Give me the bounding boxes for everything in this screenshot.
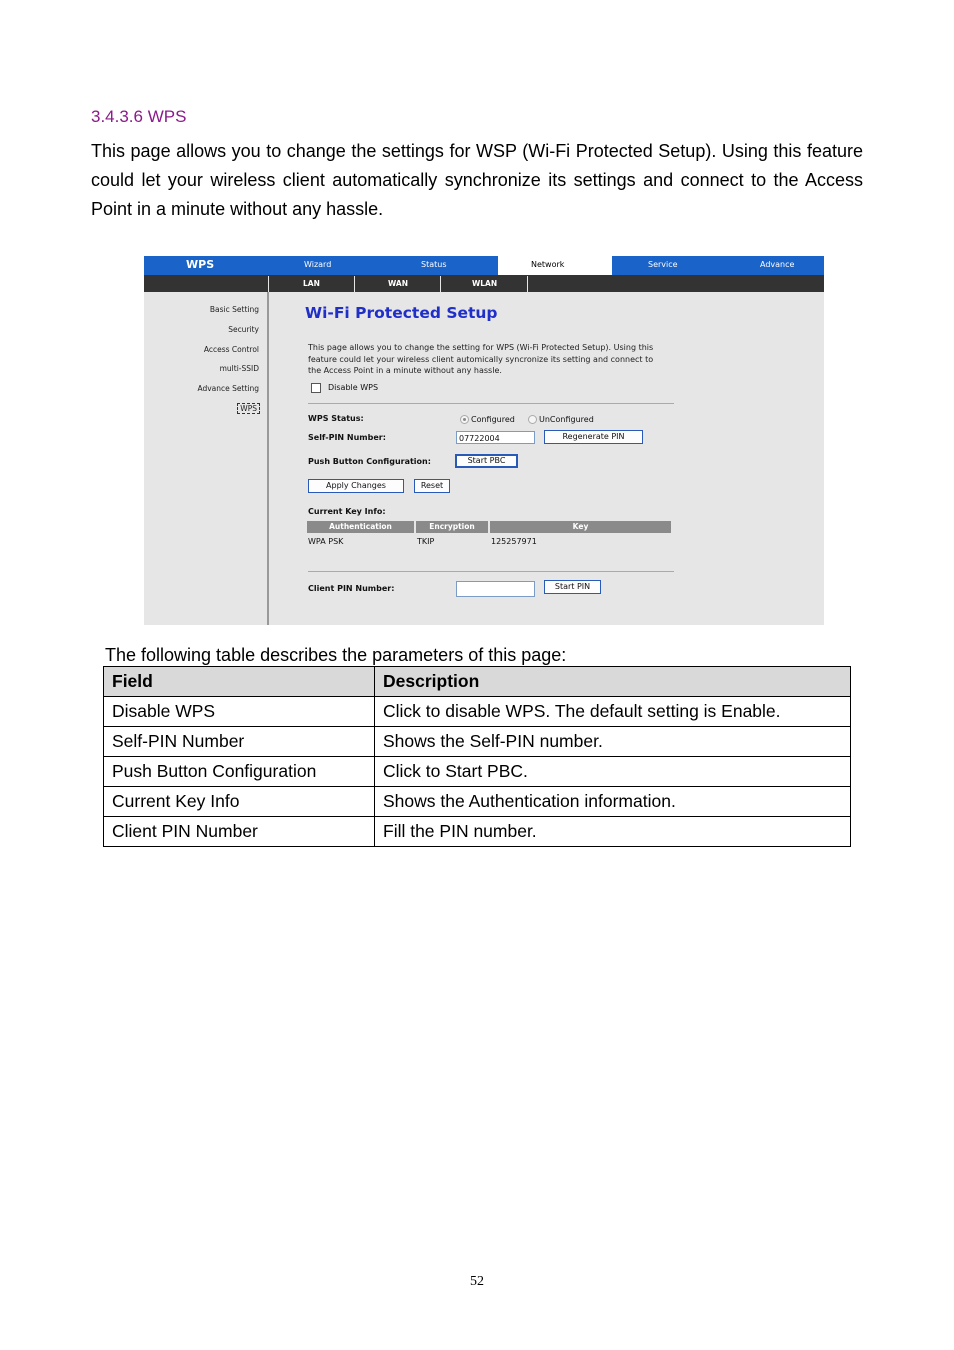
description-cell: Click to Start PBC. (375, 757, 851, 787)
page-title: Wi-Fi Protected Setup (305, 304, 498, 322)
client-pin-label: Client PIN Number: (308, 584, 395, 593)
menu-basic-setting[interactable]: Basic Setting (209, 305, 259, 314)
self-pin-field[interactable]: 07722004 (456, 431, 535, 444)
description-cell: Shows the Self-PIN number. (375, 727, 851, 757)
tab-service[interactable]: Service (648, 260, 678, 269)
divider (308, 403, 674, 404)
table-row (104, 757, 851, 787)
field-cell: Push Button Configuration (104, 757, 375, 787)
sub-nav-bar (144, 275, 824, 292)
menu-wps[interactable]: WPS (237, 403, 260, 414)
unconfigured-radio[interactable] (528, 415, 537, 424)
sub-divider (268, 276, 269, 292)
intro-paragraph: This page allows you to change the settings for WSP (Wi-Fi Protected Setup). Using this feature could let your wireless client automatically synchronize its settings and connect to the Access Point in a minute without any hassle. (91, 141, 863, 219)
apply-changes-button[interactable]: Apply Changes (308, 479, 404, 493)
key-col-encryption: Encryption (416, 521, 488, 533)
table-caption: The following table describes the parameters of this page: (105, 645, 567, 665)
key-col-key: Key (490, 521, 671, 533)
key-auth-value: WPA PSK (308, 537, 344, 546)
configured-radio[interactable] (460, 415, 469, 424)
menu-advance-setting[interactable]: Advance Setting (197, 384, 259, 393)
sub-divider (354, 276, 355, 292)
sub-divider (527, 276, 528, 292)
table-row (104, 697, 851, 727)
subtab-wlan[interactable]: WLAN (472, 279, 498, 288)
disable-wps-label: Disable WPS (328, 383, 379, 392)
start-pbc-button[interactable]: Start PBC (455, 454, 518, 468)
configured-label: Configured (471, 415, 515, 424)
description-cell: Shows the Authentication information. (375, 787, 851, 817)
description-cell: Fill the PIN number. (375, 817, 851, 847)
menu-access-control[interactable]: Access Control (203, 345, 259, 354)
divider (308, 571, 674, 572)
field-cell: Disable WPS (104, 697, 375, 727)
table-row (104, 787, 851, 817)
key-col-authentication: Authentication (307, 521, 414, 533)
field-cell: Current Key Info (104, 787, 375, 817)
top-nav-bar (144, 256, 824, 275)
section-heading: 3.4.3.6 WPS (91, 107, 187, 126)
description-cell: Click to disable WPS. The default setting is Enable. (375, 697, 851, 727)
reset-button[interactable]: Reset (414, 479, 450, 493)
key-enc-value: TKIP (417, 537, 435, 546)
subtab-wan[interactable]: WAN (388, 279, 409, 288)
pbc-label: Push Button Configuration: (308, 457, 431, 466)
self-pin-label: Self-PIN Number: (308, 433, 386, 442)
wps-status-label: WPS Status: (308, 414, 364, 423)
menu-multi-ssid[interactable]: multi-SSID (219, 364, 259, 373)
table-row (104, 817, 851, 847)
column-header: Description (375, 667, 851, 697)
subtab-lan[interactable]: LAN (303, 279, 320, 288)
tab-advance[interactable]: Advance (760, 260, 795, 269)
brand-label: WPS (186, 258, 215, 271)
tab-network[interactable] (498, 256, 612, 275)
start-pin-button[interactable]: Start PIN (544, 580, 601, 594)
tab-network-label: Network (531, 260, 565, 269)
sub-divider (440, 276, 441, 292)
client-pin-field[interactable] (456, 581, 535, 597)
current-key-label: Current Key Info: (308, 507, 386, 516)
regenerate-pin-button[interactable]: Regenerate PIN (544, 430, 643, 444)
parameters-table (103, 666, 851, 847)
tab-wizard[interactable]: Wizard (304, 260, 332, 269)
field-cell: Client PIN Number (104, 817, 375, 847)
key-value: 125257971 (491, 537, 537, 546)
unconfigured-label: UnConfigured (539, 415, 594, 424)
table-header-row (104, 667, 851, 697)
router-screenshot (144, 256, 824, 625)
table-row (104, 727, 851, 757)
left-menu (144, 292, 269, 625)
page-number: 52 (470, 1274, 484, 1289)
menu-security[interactable]: Security (228, 325, 259, 334)
tab-status[interactable]: Status (421, 260, 447, 269)
page-description: This page allows you to change the setting for WPS (Wi-Fi Protected Setup). Using this feature could let your wireless client automically syncronize its setting and connect to the Access Point in a minute without any hassle. (308, 343, 654, 375)
column-header: Field (104, 667, 375, 697)
disable-wps-checkbox[interactable] (311, 383, 321, 393)
field-cell: Self-PIN Number (104, 727, 375, 757)
